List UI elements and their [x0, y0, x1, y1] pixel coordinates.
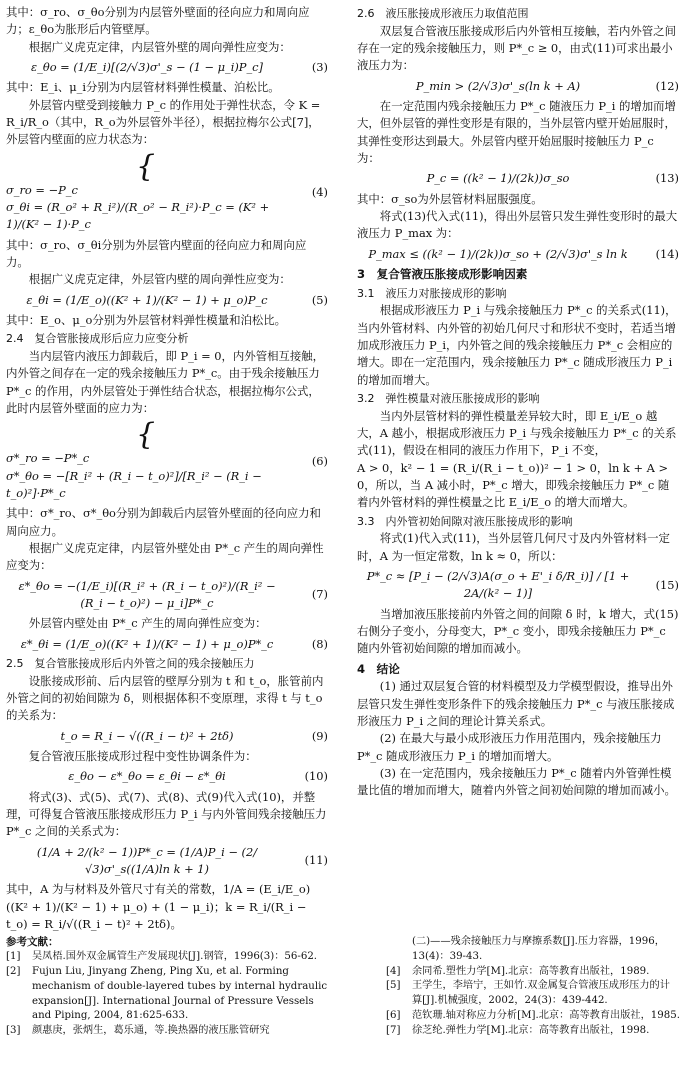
equation-number: (10) [304, 769, 328, 784]
reference-item [386, 965, 680, 980]
equation-6 [6, 417, 328, 502]
equation-number: (7) [311, 587, 328, 602]
equation-3 [6, 59, 328, 76]
paragraph: 双层复合管液压胀接成形后内外管相互接触，若内外管之间存在一定的残余接触压力，则 P*_c ≥ 0，由式(11)可求出最小液压力为： [357, 23, 676, 73]
equation-body: ε*_θi = (1/E_o)((K² + 1)/(K² − 1) + μ_o)P*_c [20, 636, 274, 651]
reference-item [6, 950, 332, 965]
equation-system [6, 148, 288, 234]
section-heading: 4 结论 [357, 661, 400, 676]
paragraph: 将式(13)代入式(11)，得出外层管只发生弹性变形时的最大液压力 P_max 为： [357, 209, 678, 241]
reference-item [6, 965, 332, 1024]
paragraph: 在一定范围内残余接触压力 P*_c 随液压力 P_i 的增加而增大，但外层管的弹性变形是有限的，当外层管内壁开始屈服时，其弹性变形达到最大。外层管内壁开始屈服时接触压力 P_c 为： [357, 99, 676, 166]
equation-body: ε_θo − ε*_θo = ε_θi − ε*_θi [68, 769, 226, 784]
paragraph: 其中：E_o、μ_o分别为外层管材料弹性模量和泊松比。 [6, 312, 287, 327]
reference-item [386, 979, 680, 1009]
paragraph: 外层管内壁处由 P*_c 产生的周向弹性应变为： [28, 616, 267, 631]
paragraph: 根据广义虎克定律，外层管内壁的周向弹性应变为： [28, 272, 291, 287]
conclusion-item: (1) 通过双层复合管的材料模型及力学模型假设，推导出外层管只发生弹性变形条件下的残余接触压力 P*_c 与液压胀接成形液压力 P_i 之间的理论计算关系式。 [357, 679, 675, 728]
section-heading: 2.6 液压胀接成形液压力取值范围 [357, 7, 529, 20]
reference-number: [3] [6, 1025, 21, 1037]
references-title: 参考文献： [6, 936, 59, 948]
equation-body: P_min > (2/√3)σ'_s(ln k + A) [415, 78, 581, 93]
equation-line: σ_θi = (R_o² + R_i²)/(R_o² − R_i²)·P_c = (K² + 1)/(K² − 1)·P_c [6, 199, 270, 232]
paragraph: 将式(3)、式(5)、式(7)、式(8)、式(9)代入式(10)，并整理，可得复合管液压胀接成形压力 P_i 与内外管间残余接触压力 P*_c 之间的关系式为： [6, 789, 327, 839]
equation-12 [357, 78, 679, 95]
left-column [6, 4, 328, 933]
reference-text: Fujun Liu, Jinyang Zheng, Ping Xu, et al. Forming mechanism of double-layered tubes by internal hydraulic expansion[J]. International Journal of Pressure Vessels and Piping, 2004, 81:625-633. [32, 966, 328, 1022]
equation-7 [6, 578, 328, 613]
paragraph: 其中：σ_ro、σ_θi分别为外层管内壁面的径向应力和周向应力。 [6, 237, 307, 269]
paragraph: 当内外层管材料的弹性模量差异较大时，即 E_i/E_o 越大，A 越小，根据成形液压力 P_i 与残余接触压力 P*_c 的关系式(11)，假设在相同的液压力作用下，P_i 不变， [357, 408, 677, 458]
section-heading: 3 复合管液压胀接成形影响因素 [357, 266, 528, 281]
subsection-heading: 3.3 内外管初始间隙对液压胀接成形的影响 [357, 514, 573, 528]
reference-number: [7] [386, 1024, 401, 1036]
conclusion-item: (2) 在最大与最小成形液压力作用范围内，残余接触压力 P*_c 随成形液压力 P_i 的增加而增大。 [357, 731, 662, 763]
subsection-heading: 3.1 液压力对胀接成形的影响 [357, 286, 507, 300]
equation-number: (6) [311, 453, 328, 468]
reference-text: 徐芝纶.弹性力学[M].北京：高等教育出版社，1998. [412, 1024, 650, 1036]
equation-4 [6, 148, 328, 234]
equation-line: σ*_θo = −[R_i² + (R_i − t_o)²]/[R_i² − (R_i − t_o)²]·P*_c [6, 468, 262, 500]
paragraph: 根据广义虎克定律，内层管外壁的周向弹性应变为： [28, 39, 291, 54]
equation-8 [6, 636, 328, 653]
equation-11 [6, 844, 328, 879]
equation-body: ε*_θo = −(1/E_i)[(R_i² + (R_i − t_o)²)/(R_i² − (R_i − t_o)²) − μ_i]P*_c [18, 578, 276, 610]
equation-number: (13) [655, 171, 679, 186]
reference-number: [1] [6, 951, 21, 963]
equation-body: P*_c ≈ [P_i − (2/√3)A(σ_o + E'_i δ/R_i)] / [1 + 2A/(k² − 1)] [366, 569, 630, 601]
conclusion-item: (3) 在一定范围内，残余接触压力 P*_c 随着内外管弹性模量比值的增加而增大，随着内外管之间初始间隙的增加而减小。 [357, 765, 676, 798]
equation-9 [6, 728, 328, 745]
equation-number: (8) [311, 636, 328, 651]
brace-symbol: { [135, 417, 156, 453]
equation-number: (3) [311, 59, 328, 74]
equation-line: σ*_ro = −P*_c [6, 451, 90, 466]
equation-15 [357, 568, 679, 603]
equation-number: (14) [655, 246, 679, 261]
equation-body: (1/A + 2/(k² − 1))P*_c = (1/A)P_i − (2/√3)σ'_s((1/A)ln k + 1) [36, 844, 258, 876]
paragraph: 其中：σ_so为外层管材料屈服强度。 [357, 191, 543, 206]
equation-10 [6, 768, 328, 785]
reference-text: 余同希.塑性力学[M].北京：高等教育出版社，1989. [412, 965, 650, 977]
equation-number: (9) [311, 728, 328, 743]
reference-text: 王学生，李培宁，王如竹.双金属复合管液压成形压力的计算[J].机械强度，2002，24(3)：439-442. [412, 980, 670, 1007]
paragraph: 其中：E_i、μ_i分别为内层管材料弹性模量、泊松比。 [6, 80, 280, 95]
equation-14 [357, 246, 679, 263]
paragraph: 其中：σ_ro、σ_θo分别为内层管外壁面的径向应力和周向应力；ε_θo为胀形后内管壁厚。 [6, 5, 310, 37]
paragraph: 当增加液压胀接前内外管之间的间隙 δ 时，k 增大，式(15)右侧分子变小，分母变大，P*_c 变小，即残余接触压力 P*_c 随内外管初始间隙的增加而减小。 [357, 606, 679, 656]
paragraph: 根据广义虎克定律，内层管外壁处由 P*_c 产生的周向弹性应变为： [6, 540, 324, 573]
equation-number: (5) [311, 292, 328, 307]
reference-item [386, 1009, 680, 1024]
references-left [6, 935, 332, 1039]
paragraph: 复合管液压胀接成形过程中变性协调条件为： [28, 748, 257, 763]
paragraph: 外层管内壁受到接触力 P_c 的作用处于弹性状态，令 K = R_i/R_o（其中，R_o为外层管外半径），根据拉梅尔公式[7]，外层管内壁面的应力状态为： [6, 97, 321, 147]
equation-5 [6, 292, 328, 309]
paragraph: A > 0，k² − 1 = (R_i/(R_i − t_o))² − 1 > 0，ln k + A > 0，所以，当 A 减小时，P*_c 增大，即残余接触压力 P*_c 随着内外管材料的弹性模量之比 E_i/E_o 的增大而增大。 [357, 460, 670, 510]
brace-symbol: { [135, 148, 156, 184]
section-heading: 2.5 复合管胀接成形后内外管之间的残余接触压力 [6, 656, 255, 670]
paragraph: 根据成形液压力 P_i 与残余接触压力 P*_c 的关系式(11)，当内外管材料、内外管的初始几何尺寸和形状不变时，若适当增加成形液压力 P_i，内外管之间的残余接触压力 P*_c 会相应的增大。即在一定范围内，残余接触压力 P*_c 随成形液压力 P_i 的增加而增大。 [357, 303, 677, 387]
reference-number: [2] [6, 966, 21, 977]
reference-number: [6] [386, 1009, 401, 1021]
references-right [386, 935, 680, 1038]
reference-text: 颜惠庚，张炳生，葛乐通，等.换热器的液压胀管研究 [32, 1025, 270, 1037]
reference-continuation: (二)——残余接触压力与摩擦系数[J].压力容器，1996，13(4)：39-43. [412, 936, 665, 962]
paragraph: 设胀接成形前、后内层管的壁厚分别为 t 和 t_o，胀管前内外管之间的初始间隙为 δ，则根据体积不变原理，求得 t 与 t_o 的关系为： [6, 673, 324, 723]
equation-number: (4) [311, 184, 328, 199]
reference-number: [5] [386, 980, 401, 992]
reference-text: 范钦珊.轴对称应力分析[M].北京：高等教育出版社，1985. [412, 1009, 680, 1021]
reference-item [386, 1024, 680, 1039]
subsection-heading: 3.2 弹性模量对液压胀接成形的影响 [357, 391, 540, 405]
equation-system [6, 417, 288, 502]
paragraph: 当内层管内液压力卸载后，即 P_i = 0，内外管相互接触，内外管之间存在一定的残余接触压力 P*_c。由于残余接触压力 P*_c 的作用，内外层管处于弹性结合状态，根据拉梅尔公式，此时内层管外壁面的应力为： [6, 348, 325, 415]
equation-body: t_o = R_i − √((R_i − t)² + 2tδ) [60, 728, 234, 743]
equation-body: ε_θi = (1/E_o)((K² + 1)/(K² − 1) + μ_o)P_c [26, 292, 268, 307]
equation-body: ε_θo = (1/E_i)[(2/√3)σ'_s − (1 − μ_i)P_c] [31, 59, 263, 74]
equation-line: σ_ro = −P_c [6, 182, 78, 197]
reference-text: 吴凤梧.国外双金属管生产发展现状[J].钢管，1996(3)：56-62. [32, 951, 318, 963]
equation-body: P_max ≤ ((k² − 1)/(2k))σ_so + (2/√3)σ'_s ln k [368, 246, 628, 261]
section-heading: 2.4 复合管胀接成形后应力应变分析 [6, 332, 189, 346]
reference-number: [4] [386, 965, 401, 977]
equation-number: (11) [304, 853, 328, 868]
right-column [357, 4, 679, 800]
paragraph: 将式(1)代入式(11)，当外层管几何尺寸及内外管材料一定时，A 为一恒定常数，ln k ≈ 0，所以： [357, 531, 670, 563]
equation-number: (12) [655, 78, 679, 93]
paragraph: 其中：σ*_ro、σ*_θo分别为卸载后内层管外壁面的径向应力和周向应力。 [6, 506, 321, 538]
paragraph: 其中，A 为与材料及外管尺寸有关的常数，1/A = (E_i/E_o)((K² + 1)/(K² − 1) + μ_o) + (1 − μ_i)；k = R_i/(R_i − t_o) = R_i/√((R_i − t)² + 2tδ)。 [6, 882, 311, 931]
equation-13 [357, 170, 679, 187]
equation-body: P_c = ((k² − 1)/(2k))σ_so [426, 171, 570, 186]
reference-item [6, 1024, 332, 1039]
equation-number: (15) [655, 577, 679, 592]
